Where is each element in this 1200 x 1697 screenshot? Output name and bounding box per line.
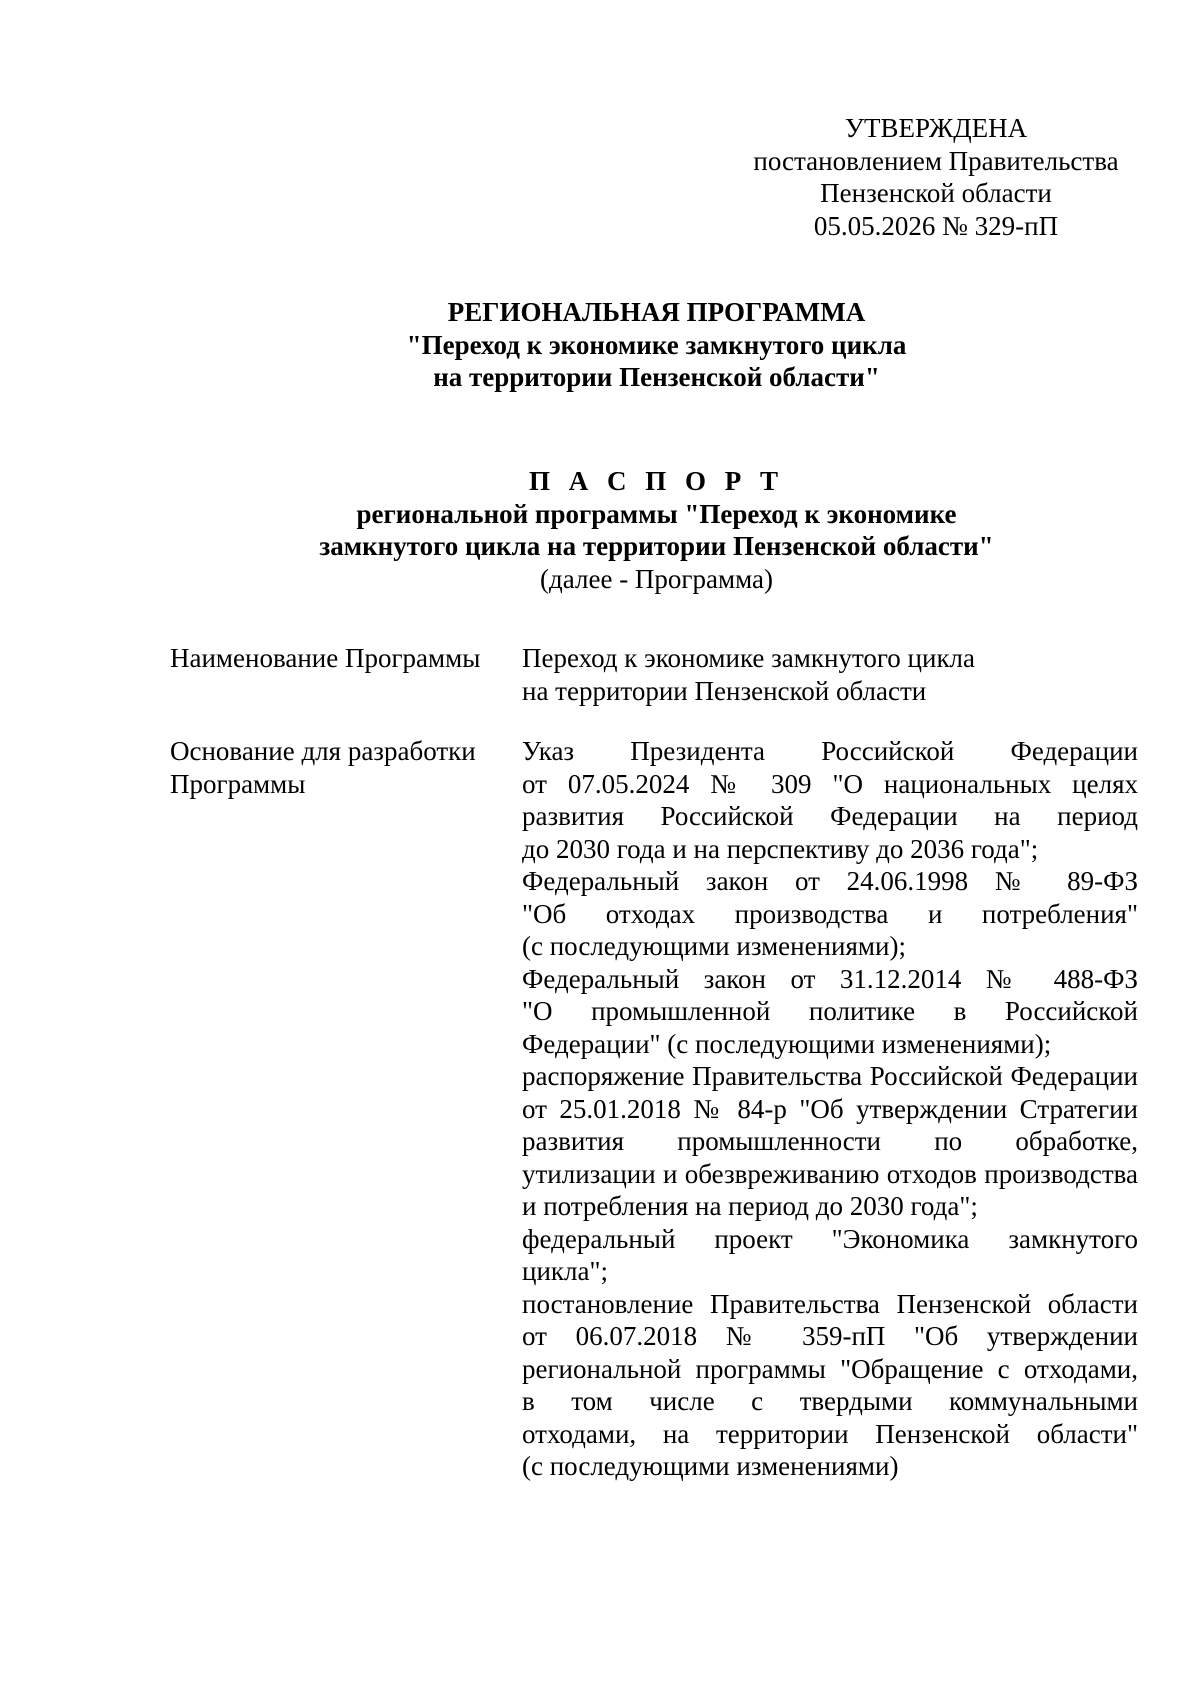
row-value-text: на территории Пензенской области [522, 675, 927, 706]
row-label-text: Программы [170, 768, 306, 799]
basis-item-line: от 25.01.2018 № 84-р "Об утверждении Стратегии [522, 1093, 1138, 1124]
basis-item-line: (с последующими изменениями); [522, 931, 906, 961]
basis-item-line: Федеральный закон от 24.06.1998 № 89-ФЗ [522, 866, 1138, 896]
basis-item [522, 963, 1138, 1061]
program-title-line: РЕГИОНАЛЬНАЯ ПРОГРАММА [447, 297, 866, 327]
basis-item-line: в том числе с твердыми коммунальными [522, 1386, 1138, 1416]
basis-item [522, 1223, 1138, 1288]
basis-item-line: развития промышленности по обработке, [522, 1126, 1138, 1156]
basis-item-line: от 06.07.2018 № 359-пП "Об утверждении [522, 1321, 1138, 1351]
passport-row-name [170, 642, 1138, 707]
basis-item [522, 1060, 1138, 1223]
basis-item [522, 865, 1138, 963]
basis-list [522, 735, 1138, 1483]
row-label-text: Основание для разработки [170, 736, 476, 766]
approval-region: Пензенской области [820, 178, 1052, 208]
row-label-text: Наименование Программы [170, 643, 481, 673]
passport-heading-block [0, 465, 1200, 595]
approval-date-number: 05.05.2026 № 329-пП [813, 210, 1059, 241]
basis-item-line: и потребления на период до 2030 года"; [522, 1191, 978, 1221]
basis-item-line: Указ Президента Российской Федерации [522, 736, 1138, 766]
basis-item-line: федеральный проект "Экономика замкнутого [522, 1223, 1138, 1254]
program-title-line: "Переход к экономике замкнутого цикла [406, 329, 907, 360]
passport-subtitle: региональной программы "Переход к экономике [356, 498, 957, 529]
passport-subtitle: замкнутого цикла на территории Пензенской области" [319, 531, 994, 561]
basis-item-line: Федеральный закон от 31.12.2014 № 488-ФЗ [522, 963, 1138, 994]
row-value [522, 642, 1138, 707]
basis-item [522, 735, 1138, 865]
basis-item-line: региональной программы "Обращение с отходами, [522, 1353, 1138, 1384]
approval-stamp [736, 112, 1136, 242]
basis-item-line: отходами, на территории Пензенской области" [522, 1418, 1138, 1449]
program-title-line: на территории Пензенской области" [433, 362, 880, 392]
program-title [0, 296, 1200, 394]
basis-item-line: развития Российской Федерации на период [522, 801, 1138, 831]
basis-item-line: (с последующими изменениями) [522, 1451, 899, 1481]
row-label [170, 735, 522, 1483]
basis-item-line: от 07.05.2024 № 309 "О национальных целях [522, 768, 1138, 799]
passport-heading: П А С П О Р Т [528, 466, 784, 496]
basis-item-line: Федерации" (с последующими изменениями); [522, 1028, 1052, 1059]
basis-item [522, 1288, 1138, 1483]
passport-row-basis [170, 735, 1138, 1483]
approval-title: УТВЕРЖДЕНА [844, 113, 1028, 143]
row-value-text: Переход к экономике замкнутого цикла [522, 643, 976, 673]
approval-issuer: постановлением Правительства [753, 145, 1119, 176]
basis-item-line: "Об отходах производства и потребления" [522, 898, 1138, 929]
row-label [170, 642, 522, 707]
basis-item-line: цикла"; [522, 1256, 608, 1286]
basis-item-line: утилизации и обезвреживанию отходов производства [522, 1158, 1138, 1189]
basis-item-line: распоряжение Правительства Российской Федерации [522, 1061, 1138, 1091]
basis-item-line: постановление Правительства Пензенской области [522, 1288, 1138, 1319]
passport-note: (далее - Программа) [540, 563, 773, 594]
basis-item-line: "О промышленной политике в Российской [522, 996, 1138, 1026]
basis-item-line: до 2030 года и на перспективу до 2036 года"; [522, 833, 1039, 864]
